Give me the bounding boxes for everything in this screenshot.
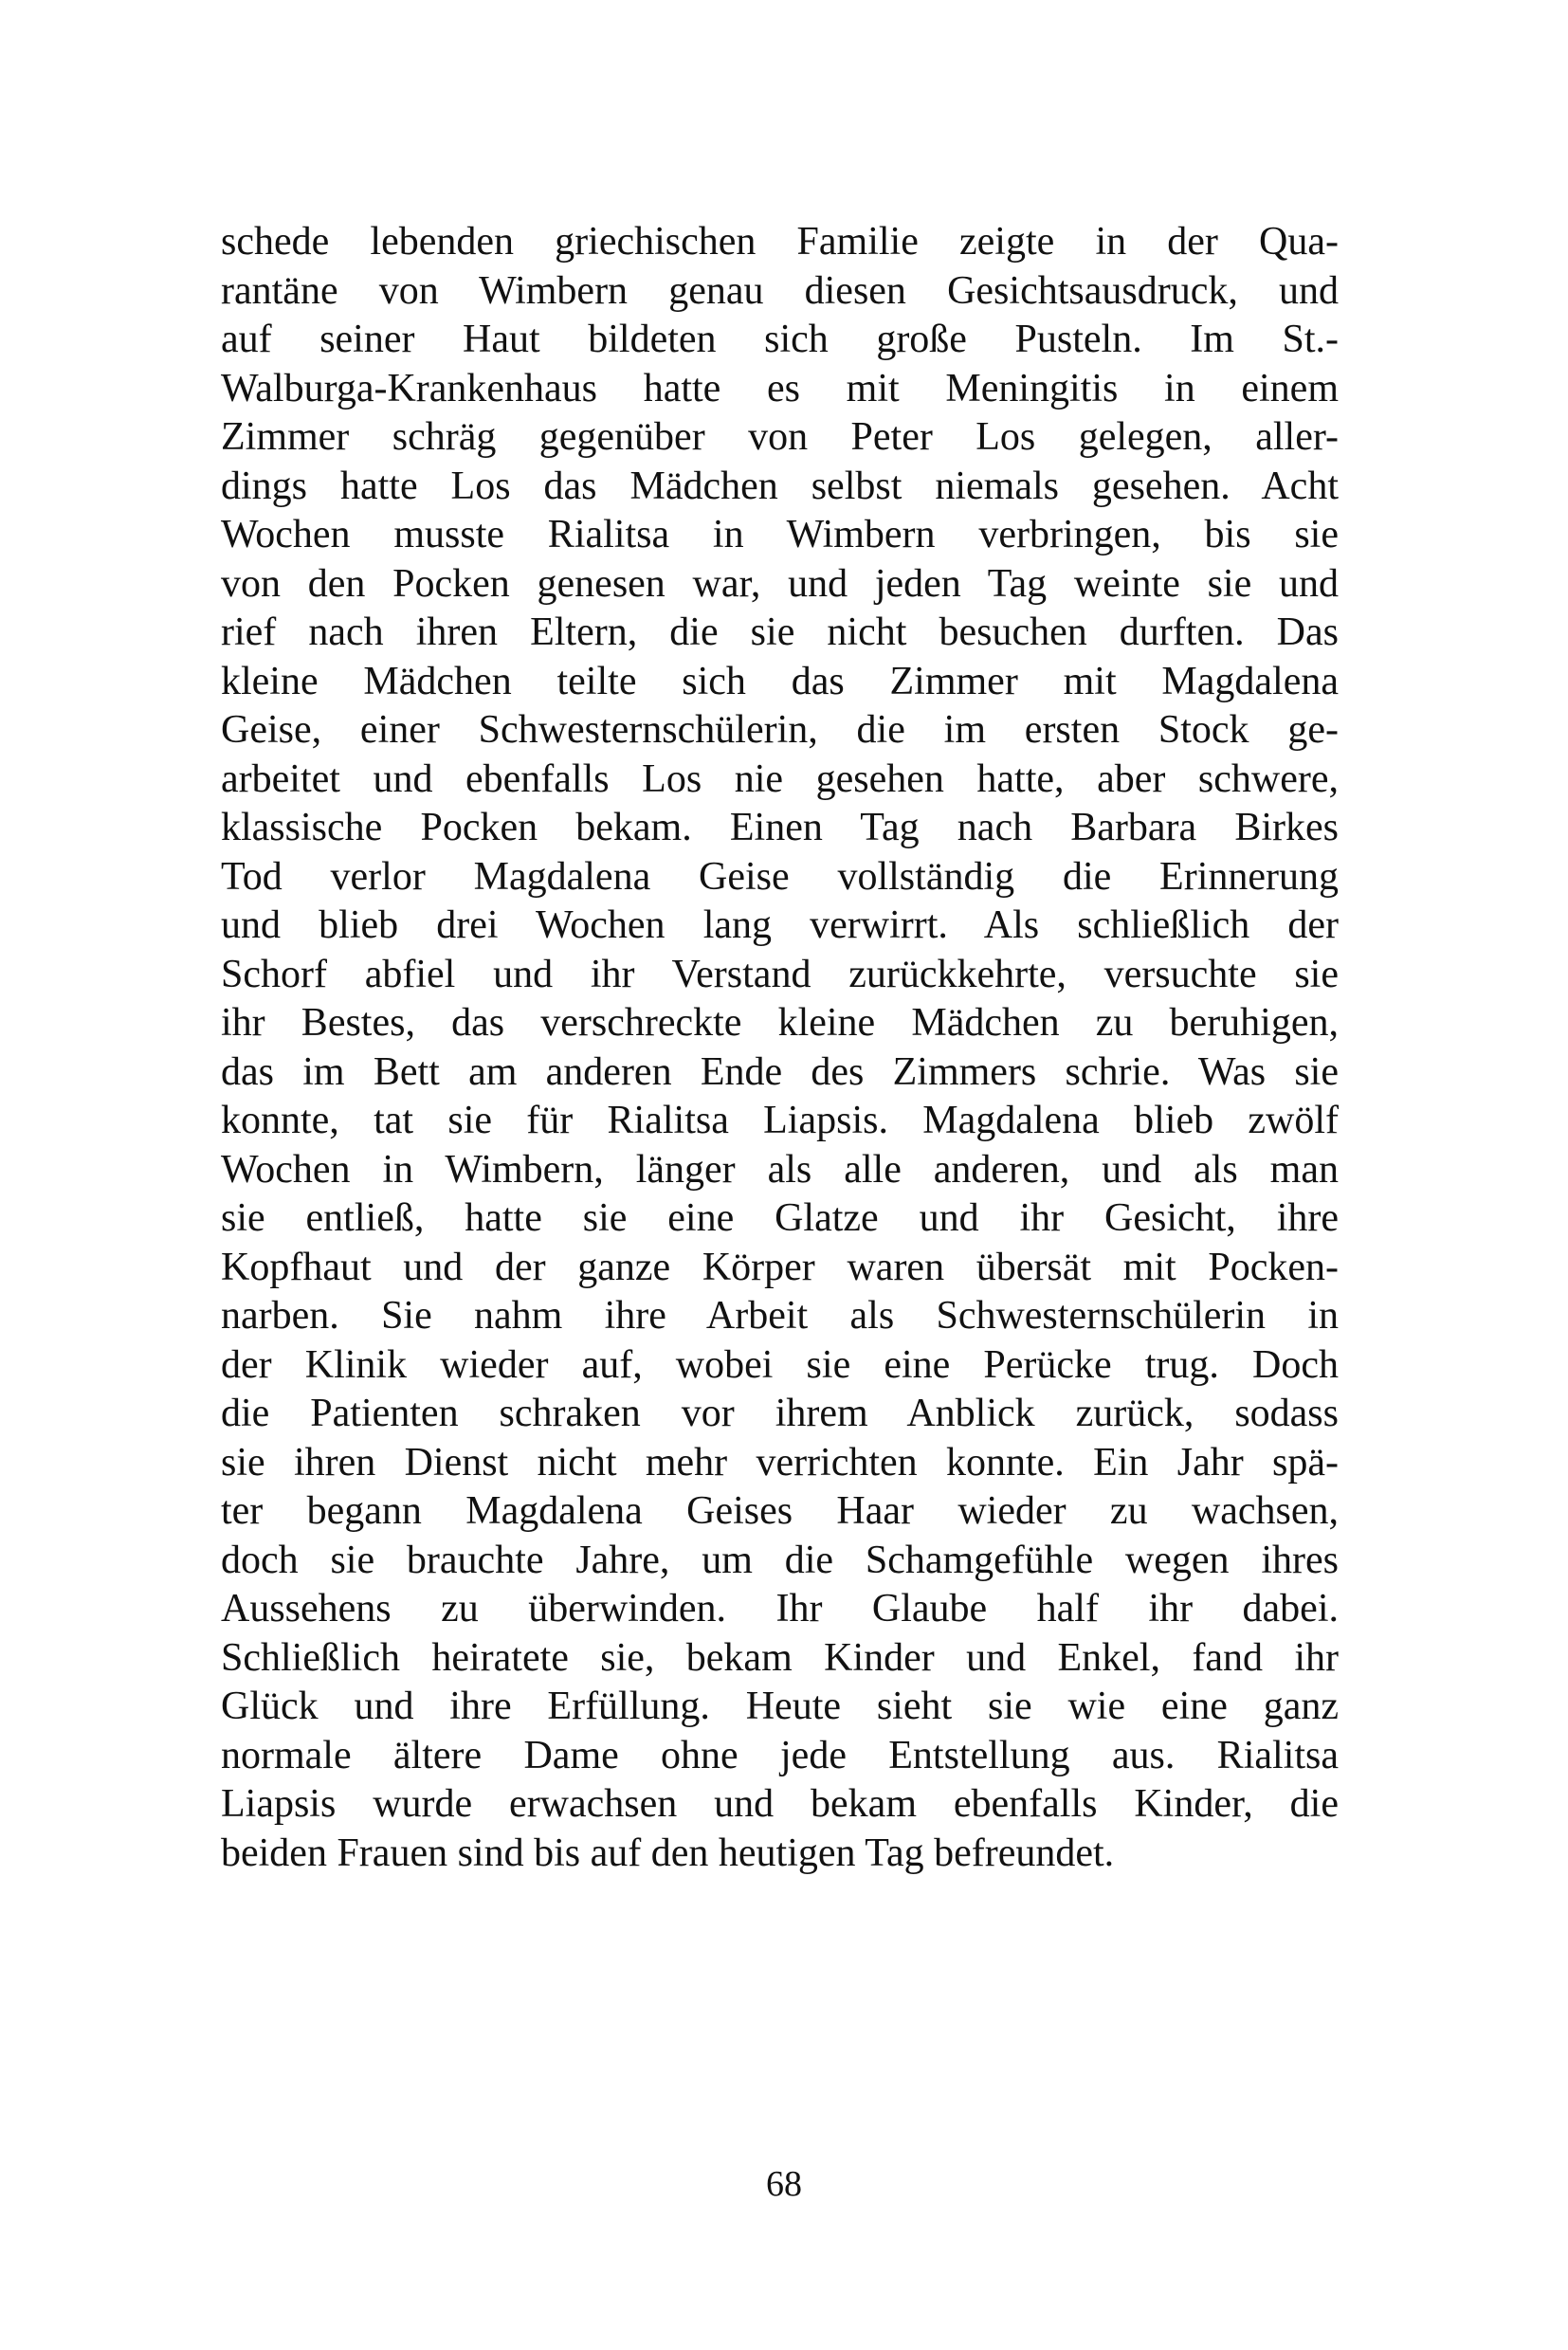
text-line: sie ihren Dienst nicht mehr verrichten konnte. Ein Jahr spä- [221, 1440, 1339, 1485]
text-line: das im Bett am anderen Ende des Zimmers schrie. Was sie [221, 1049, 1339, 1094]
text-line: Zimmer schräg gegenüber von Peter Los gelegen, aller- [221, 415, 1339, 459]
text-line: Schorf abfiel und ihr Verstand zurückkehrte, versuchte sie [221, 952, 1339, 996]
text-line: und blieb drei Wochen lang verwirrt. Als schließlich der [221, 903, 1339, 947]
text-line: normale ältere Dame ohne jede Entstellung aus. Rialitsa [221, 1733, 1339, 1777]
text-line: arbeitet und ebenfalls Los nie gesehen hatte, aber schwere, [221, 756, 1339, 801]
page-number: 68 [766, 2164, 802, 2204]
text-line-last: beiden Frauen sind bis auf den heutigen Tag befreundet. [221, 1831, 1115, 1875]
text-line: auf seiner Haut bildeten sich große Pusteln. Im St.- [221, 318, 1339, 361]
body-text [221, 218, 1339, 1878]
text-line: Geise, einer Schwesternschülerin, die im ersten Stock ge- [221, 708, 1339, 752]
text-line: rief nach ihren Eltern, die sie nicht besuchen durften. Das [221, 610, 1339, 654]
text-line: ter begann Magdalena Geises Haar wieder zu wachsen, [221, 1489, 1339, 1533]
text-line: der Klinik wieder auf, wobei sie eine Perücke trug. Doch [221, 1342, 1339, 1387]
text-line: Glück und ihre Erfüllung. Heute sieht sie wie eine ganz [221, 1685, 1339, 1728]
text-line: klassische Pocken bekam. Einen Tag nach Barbara Birkes [221, 806, 1339, 849]
text-line: Wochen in Wimbern, länger als alle anderen, und als man [221, 1147, 1339, 1192]
text-line: Liapsis wurde erwachsen und bekam ebenfalls Kinder, die [221, 1782, 1339, 1826]
text-line: kleine Mädchen teilte sich das Zimmer mit Magdalena [221, 659, 1339, 703]
text-line: Tod verlor Magdalena Geise vollständig die Erinnerung [221, 854, 1339, 899]
text-line: schede lebenden griechischen Familie zeigte in der Qua- [221, 220, 1339, 264]
text-line: rantäne von Wimbern genau diesen Gesichtsausdruck, und [221, 268, 1339, 313]
text-line: ihr Bestes, das verschreckte kleine Mädchen zu beruhigen, [221, 1001, 1339, 1045]
text-line: sie entließ, hatte sie eine Glatze und ihr Gesicht, ihre [221, 1196, 1339, 1240]
text-line: doch sie brauchte Jahre, um die Schamgefühle wegen ihres [221, 1538, 1339, 1582]
text-line: Walburga-Krankenhaus hatte es mit Meningitis in einem [221, 366, 1339, 410]
text-line: dings hatte Los das Mädchen selbst niemals gesehen. Acht [221, 464, 1339, 508]
text-line: die Patienten schraken vor ihrem Anblick zurück, sodass [221, 1392, 1339, 1435]
text-line: narben. Sie nahm ihre Arbeit als Schwesternschülerin in [221, 1294, 1339, 1338]
text-line: Kopfhaut und der ganze Körper waren übersät mit Pocken- [221, 1245, 1339, 1289]
text-line: Schließlich heiratete sie, bekam Kinder und Enkel, fand ihr [221, 1635, 1339, 1680]
text-line: von den Pocken genesen war, und jeden Tag weinte sie und [221, 561, 1339, 606]
text-line: Aussehens zu überwinden. Ihr Glaube half ihr dabei. [221, 1587, 1339, 1630]
text-line: konnte, tat sie für Rialitsa Liapsis. Magdalena blieb zwölf [221, 1099, 1339, 1142]
text-line: Wochen musste Rialitsa in Wimbern verbringen, bis sie [221, 513, 1339, 556]
